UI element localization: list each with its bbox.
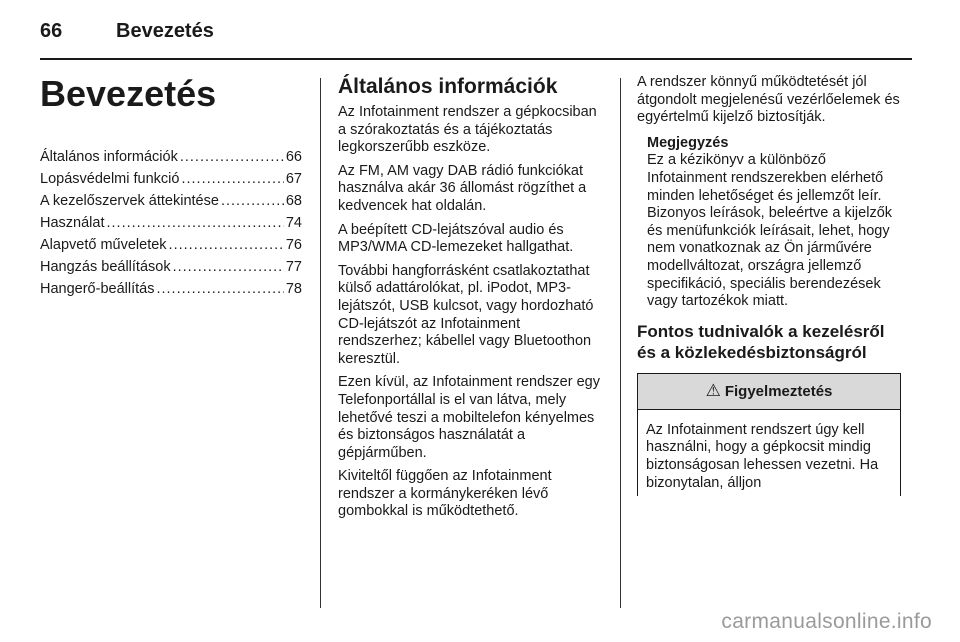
paragraph: A rendszer könnyű működtetését jól átgondolt megjelenésű vezérlőelemek és egyértelmű kijelző biztosítják. [637, 74, 900, 126]
note-text: Ez a kézikönyv a különböző Infotainment rendszerekben elérhető minden lehetőséget és jellemzőt leír. Bizonyos leírások, beleértve a kijelzők és menüfunkciók leírásait, lehet, hogy nem vonatkoznak az Ön járművére modellváltozat, országra jellemző specifikáció, speciális berendezések vagy tartozékok miatt. [647, 152, 893, 310]
toc-leader [180, 146, 284, 168]
toc-page: 77 [285, 259, 302, 275]
toc-label: Használat [40, 215, 105, 231]
paragraph: A beépített CD-lejátszóval audio és MP3/WMA CD-lemezeket hallgathat. [338, 221, 574, 256]
toc-page: 78 [285, 281, 302, 297]
section-heading: Általános információk [338, 75, 558, 98]
toc-label: Hangerő-beállítás [40, 281, 155, 297]
table-of-contents [40, 146, 302, 300]
column-toc [40, 74, 302, 300]
paragraph: Az FM, AM vagy DAB rádió funkciókat használva akár 36 állomást rögzíthet a kedvencek hat oldalán. [338, 162, 587, 214]
subsection-heading: Fontos tudnivalók a kezelésről és a közlekedésbiztonságról [637, 321, 885, 362]
watermark: carmanualsonline.info [721, 610, 932, 633]
toc-leader [173, 256, 284, 278]
toc-label: A kezelőszervek áttekintése [40, 193, 219, 209]
toc-leader [169, 234, 284, 256]
paragraph: Az Infotainment rendszer a gépkocsiban a szórakoztatás és a tájékoztatás legkorszerűbb eszköze. [338, 104, 597, 156]
toc-label: Lopásvédelmi funkció [40, 171, 180, 187]
toc-page: 66 [285, 149, 302, 165]
warning-title: Figyelmeztetés [724, 382, 833, 400]
toc-row[interactable] [40, 234, 302, 256]
paragraph: Ezen kívül, az Infotainment rendszer egy Telefonportállal is el van látva, mely lehetővé teszi a mobiltelefon kényelmes és biztonságos használatát a gépjárműben. [338, 374, 600, 461]
column-divider-1 [320, 78, 321, 608]
toc-page: 74 [285, 215, 302, 231]
page-number: 66 [40, 20, 63, 42]
column-divider-2 [620, 78, 621, 608]
toc-leader [221, 190, 284, 212]
toc-leader [106, 212, 283, 234]
toc-page: 76 [285, 237, 302, 253]
warning-box [637, 373, 901, 496]
note-block [647, 135, 901, 311]
toc-leader [156, 278, 283, 300]
warning-text: Az Infotainment rendszert úgy kell használni, hogy a gépkocsit mindig biztonságosan lehessen vezetni. Ha bizonytalan, álljon [646, 421, 879, 491]
header-rule [40, 58, 912, 60]
paragraph: További hangforrásként csatlakoztathat külső adattárolókat, pl. iPodot, MP3-lejátszót, USB kulcsot, vagy hordozható CD-lejátszót az Infotainment rendszerhez; kábellel vagy Bluetoothon keresztül. [338, 262, 594, 367]
warning-triangle-icon: ⚠ [705, 381, 721, 401]
toc-page: 68 [285, 193, 302, 209]
paragraph: Kiviteltől függően az Infotainment rendszer a kormánykeréken lévő gombokkal is működtethető. [338, 468, 552, 520]
warning-header [638, 374, 900, 410]
column-notes [637, 74, 901, 496]
toc-row[interactable] [40, 168, 302, 190]
toc-row[interactable] [40, 212, 302, 234]
header-title: Bevezetés [116, 20, 214, 42]
toc-row[interactable] [40, 278, 302, 300]
toc-leader [181, 168, 283, 190]
toc-label: Hangzás beállítások [40, 259, 171, 275]
column-general-info [338, 74, 604, 527]
toc-label: Általános információk [40, 149, 178, 165]
note-title: Megjegyzés [647, 134, 729, 151]
toc-row[interactable] [40, 190, 302, 212]
page-header [40, 20, 920, 60]
chapter-title: Bevezetés [40, 73, 217, 114]
toc-row[interactable] [40, 146, 302, 168]
toc-page: 67 [285, 171, 302, 187]
toc-row[interactable] [40, 256, 302, 278]
toc-label: Alapvető műveletek [40, 237, 167, 253]
